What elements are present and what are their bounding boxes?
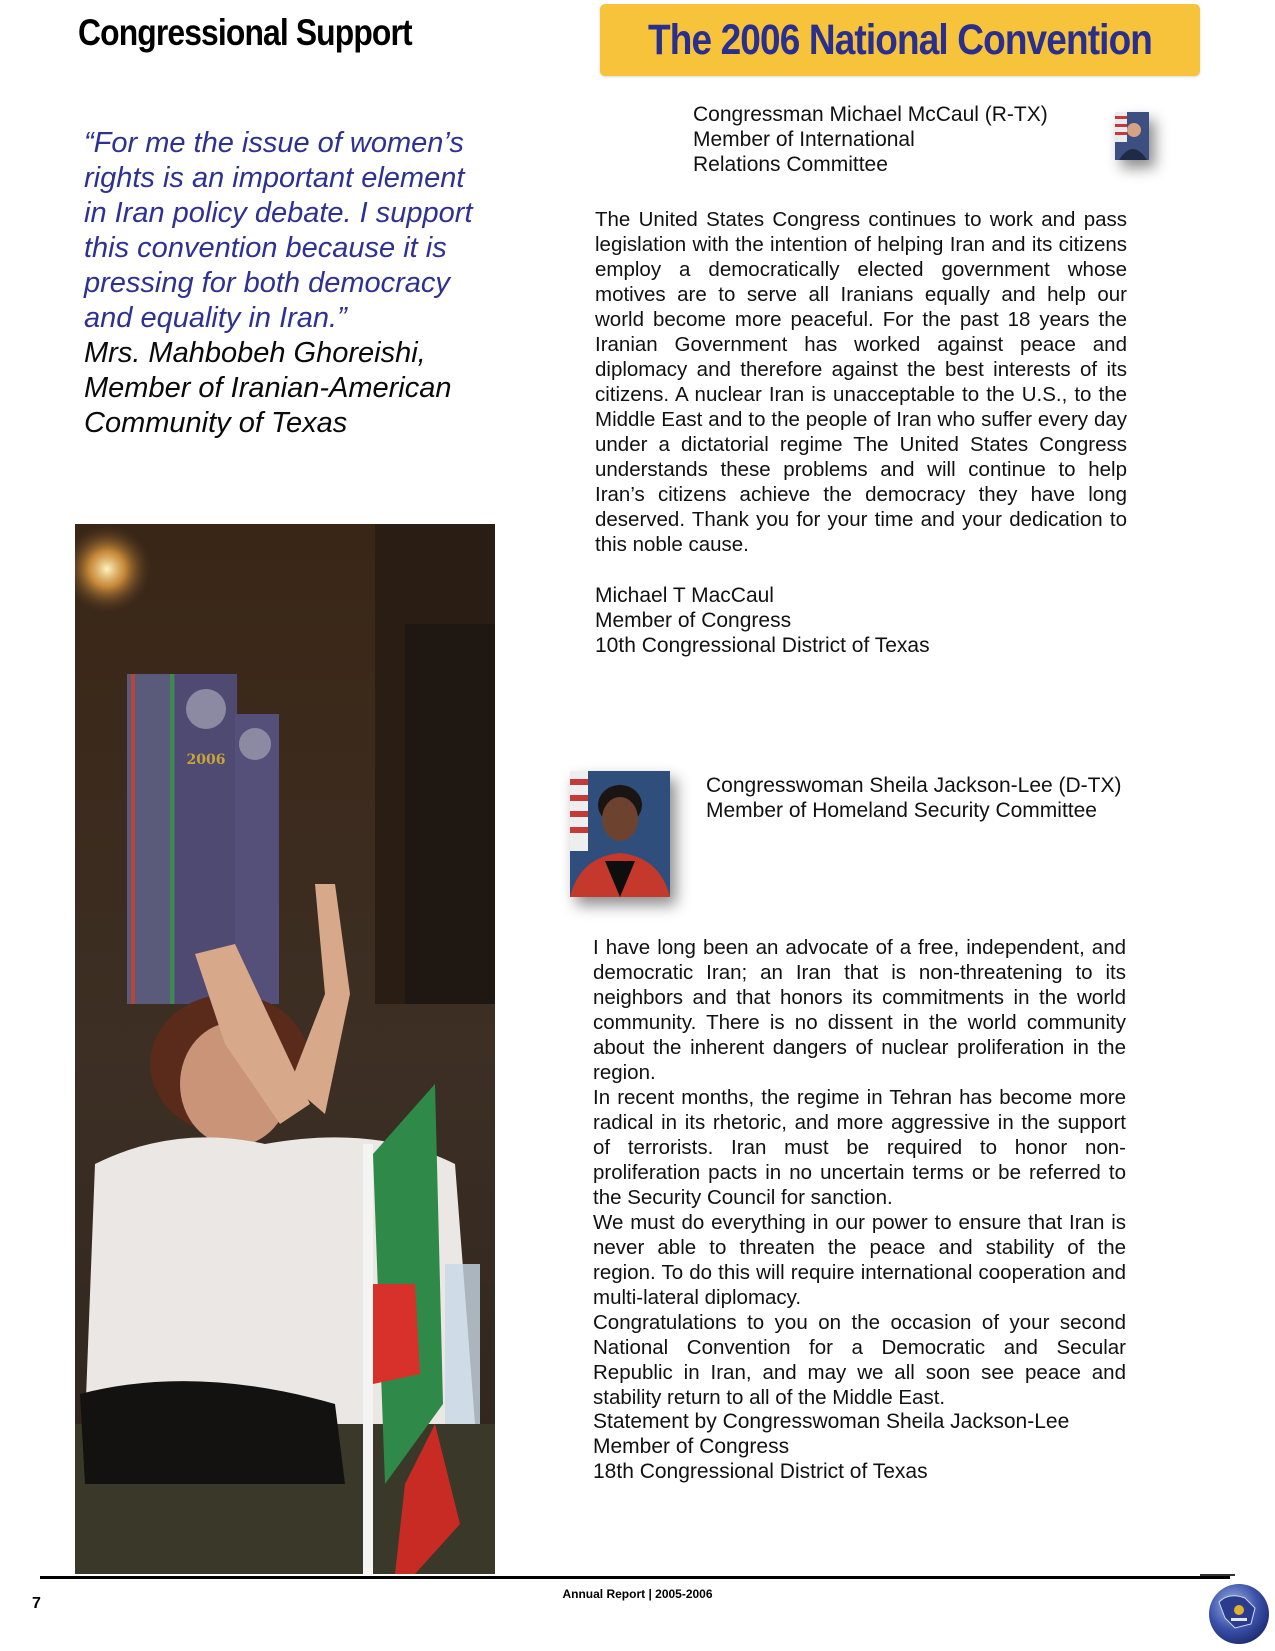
bio-line: Congresswoman Sheila Jackson-Lee (D-TX)	[706, 774, 1122, 797]
attribution-line: Mrs. Mahbobeh Ghoreishi,	[84, 337, 426, 369]
footer-divider	[40, 1576, 1230, 1579]
mccaul-statement: The United States Congress continues to work and pass legislation with the intention of helping Iran and its citizens employ a democratically elected government whose motives are to serve all Iranians equally and help our world become more peaceful. For the past 18 years the Iranian Government has worked against peace and diplomacy and therefore against the best interests of its citizens. A nuclear Iran is unacceptable to the U.S., to the Middle East and to the people of Iran who suffer every day under a dictatorial regime The United States Congress understands these problems and will continue to help Iran’s citizens achieve the democracy they have long deserved. Thank you for your time and your dedication to this noble cause.	[595, 208, 1127, 556]
statement-paragraph: Congratulations to you on the occasion of your second National Convention for a Democratic and Secular Republic in Iran, and may we all soon see peace and stability return to all of the Middle East.	[593, 1311, 1126, 1409]
signature-line: Statement by Congresswoman Sheila Jackson-Lee	[593, 1410, 1070, 1433]
portrait-photo-icon	[570, 771, 670, 897]
quote-line: “For me the issue of women’s	[84, 127, 464, 159]
bio-line: Relations Committee	[693, 153, 888, 176]
jackson-lee-signature	[593, 1409, 1069, 1484]
footer-report-label: Annual Report | 2005-2006	[562, 1587, 713, 1601]
jackson-lee-bio	[706, 773, 1122, 823]
bio-line: Member of International	[693, 128, 915, 151]
attribution-line: Member of Iranian-American	[84, 372, 452, 404]
signature-line: 10th Congressional District of Texas	[595, 634, 930, 657]
attribution-line: Community of Texas	[84, 407, 348, 439]
mccaul-portrait-icon	[1115, 112, 1149, 160]
statement-paragraph: We must do everything in our power to ensure that Iran is never able to threaten the peace and stability of the region. To do this will require international cooperation and multi-lateral diplomacy.	[593, 1211, 1126, 1309]
quote-line: rights is an important element	[84, 162, 465, 194]
quote-line: pressing for both democracy	[84, 267, 450, 299]
convention-photo-illustration	[75, 524, 495, 1574]
quote-line: in Iran policy debate. I support	[84, 197, 473, 229]
convention-banner	[600, 4, 1200, 76]
signature-line: Member of Congress	[593, 1435, 790, 1458]
jackson-lee-statement	[593, 935, 1126, 1410]
banner-year: 2006	[186, 752, 226, 768]
quote-line: this convention because it is	[84, 232, 447, 264]
portrait-photo-icon	[1115, 112, 1149, 160]
section-title: Congressional Support	[78, 12, 412, 53]
banner-title: The 2006 National Convention	[647, 15, 1153, 64]
bio-line: Member of Homeland Security Committee	[706, 799, 1097, 822]
signature-line: Michael T MacCaul	[595, 584, 774, 607]
mccaul-signature	[595, 583, 930, 658]
signature-line: Member of Congress	[595, 609, 792, 632]
statement-paragraph: I have long been an advocate of a free, independent, and democratic Iran; an Iran that is non-threatening to its neighbors and that honors its commitments in the world community. There is no dissent in the world community about the inherent dangers of nuclear proliferation in the region.	[593, 936, 1126, 1084]
mccaul-bio	[693, 102, 1048, 177]
quote-attribution	[84, 336, 524, 441]
bio-line: Congressman Michael McCaul (R-TX)	[693, 103, 1048, 126]
signature-line: 18th Congressional District of Texas	[593, 1460, 928, 1483]
convention-photo	[75, 524, 495, 1574]
page-number: 7	[32, 1595, 41, 1612]
pull-quote	[84, 126, 524, 336]
globe-logo-icon	[1205, 1578, 1271, 1646]
statement-paragraph: In recent months, the regime in Tehran has become more radical in its rhetoric, and more aggressive in the support of terrorists. Iran must be required to honor non-proliferation pacts in no uncertain terms or be referred to the Security Council for sanction.	[593, 1086, 1126, 1209]
jackson-lee-portrait-icon	[570, 771, 670, 897]
quote-line: and equality in Iran.”	[84, 302, 347, 334]
footer-divider-accent	[1200, 1574, 1235, 1576]
globe-icon	[1205, 1578, 1271, 1646]
